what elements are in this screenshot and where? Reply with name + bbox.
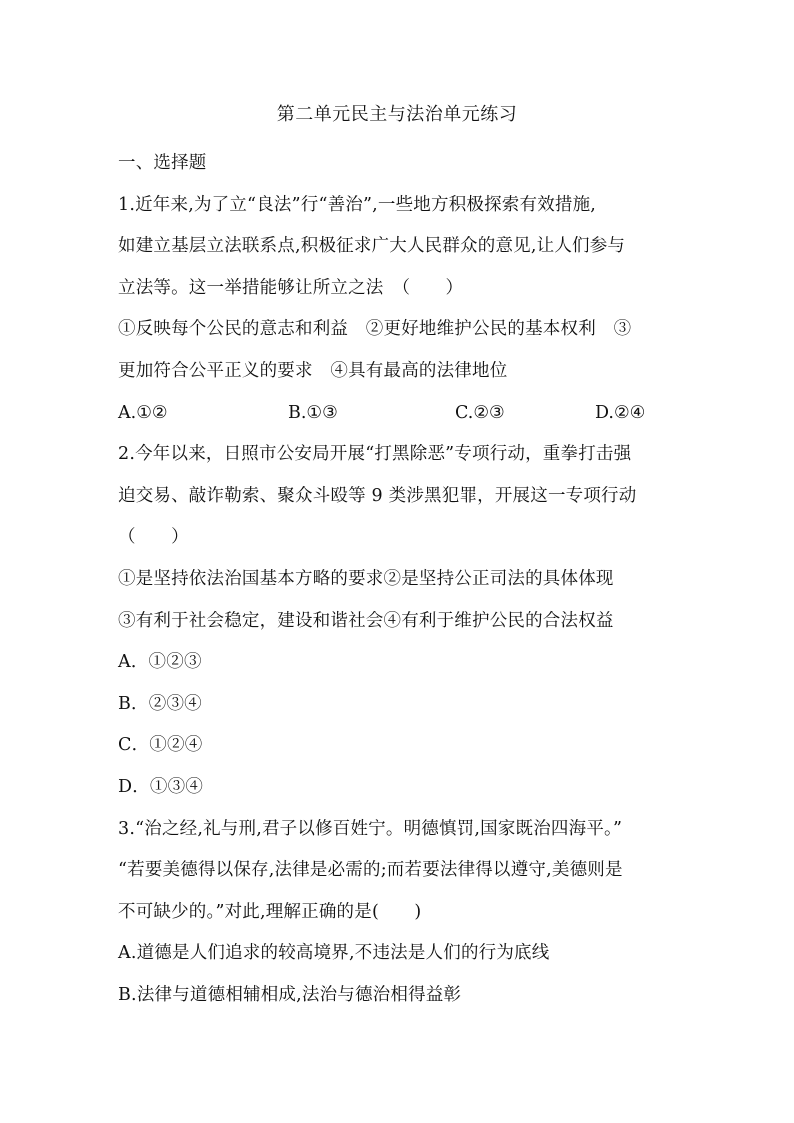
question-2 [118,434,678,808]
question-3-stem-line: 3.“治之经,礼与刑,君子以修百姓宁。明德慎罚,国家既治四海平。” [118,818,623,839]
question-2-statement-line: ①是坚持依法治国基本方略的要求②是坚持公正司法的具体体现 [118,568,614,589]
question-2-stem-line: 迫交易、敲诈勒索、聚众斗殴等 9 类涉黑犯罪，开展这一专项行动 [118,485,637,506]
document-body [118,143,678,1016]
question-2-stem-line: 2.今年以来，日照市公安局开展“打黑除恶”专项行动，重拳打击强 [118,444,632,465]
question-3-option-b: B.法律与道德相辅相成,法治与德治相得益彰 [118,984,462,1005]
question-2-option-a: A．①②③ [118,652,202,673]
question-3-option-a: A.道德是人们追求的较高境界,不违法是人们的行为底线 [118,943,550,964]
question-1-options [118,393,678,435]
question-3 [118,809,678,1017]
question-2-option-c: C．①②④ [118,735,203,756]
question-2-option-d: D．①③④ [118,776,204,797]
question-1-stem-line: 1.近年来,为了立“良法”行“善治”,一些地方积极探索有效措施, [118,194,597,215]
page-title: 第二单元民主与法治单元练习 [276,104,518,125]
question-1-option-c: C.②③ [455,402,505,423]
question-1-option-b: B.①③ [288,402,338,423]
question-1-statement-line: ①反映每个公民的意志和利益 ②更好地维护公民的基本权利 ③ [118,319,632,340]
question-2-statement-line: ③有利于社会稳定，建设和谐社会④有利于维护公民的合法权益 [118,610,614,631]
question-1-option-d: D.②④ [595,402,646,423]
question-2-stem-line: （ ） [118,527,189,548]
question-3-stem-line: 不可缺少的。”对此,理解正确的是( ) [118,901,422,922]
question-1-stem-line: 如建立基层立法联系点,积极征求广大人民群众的意见,让人们参与 [118,236,626,257]
question-3-stem-line: “若要美德得以保存,法律是必需的;而若要法律得以遵守,美德则是 [118,860,623,881]
section-heading: 一、选择题 [118,153,207,173]
question-1-statement-line: 更加符合公平正义的要求 ④具有最高的法律地位 [118,360,508,381]
question-1 [118,185,678,435]
question-1-stem-line: 立法等。这一举措能够让所立之法 （ ） [118,277,464,298]
question-2-option-b: B．②③④ [118,693,202,714]
question-1-option-a: A.①② [118,402,168,423]
